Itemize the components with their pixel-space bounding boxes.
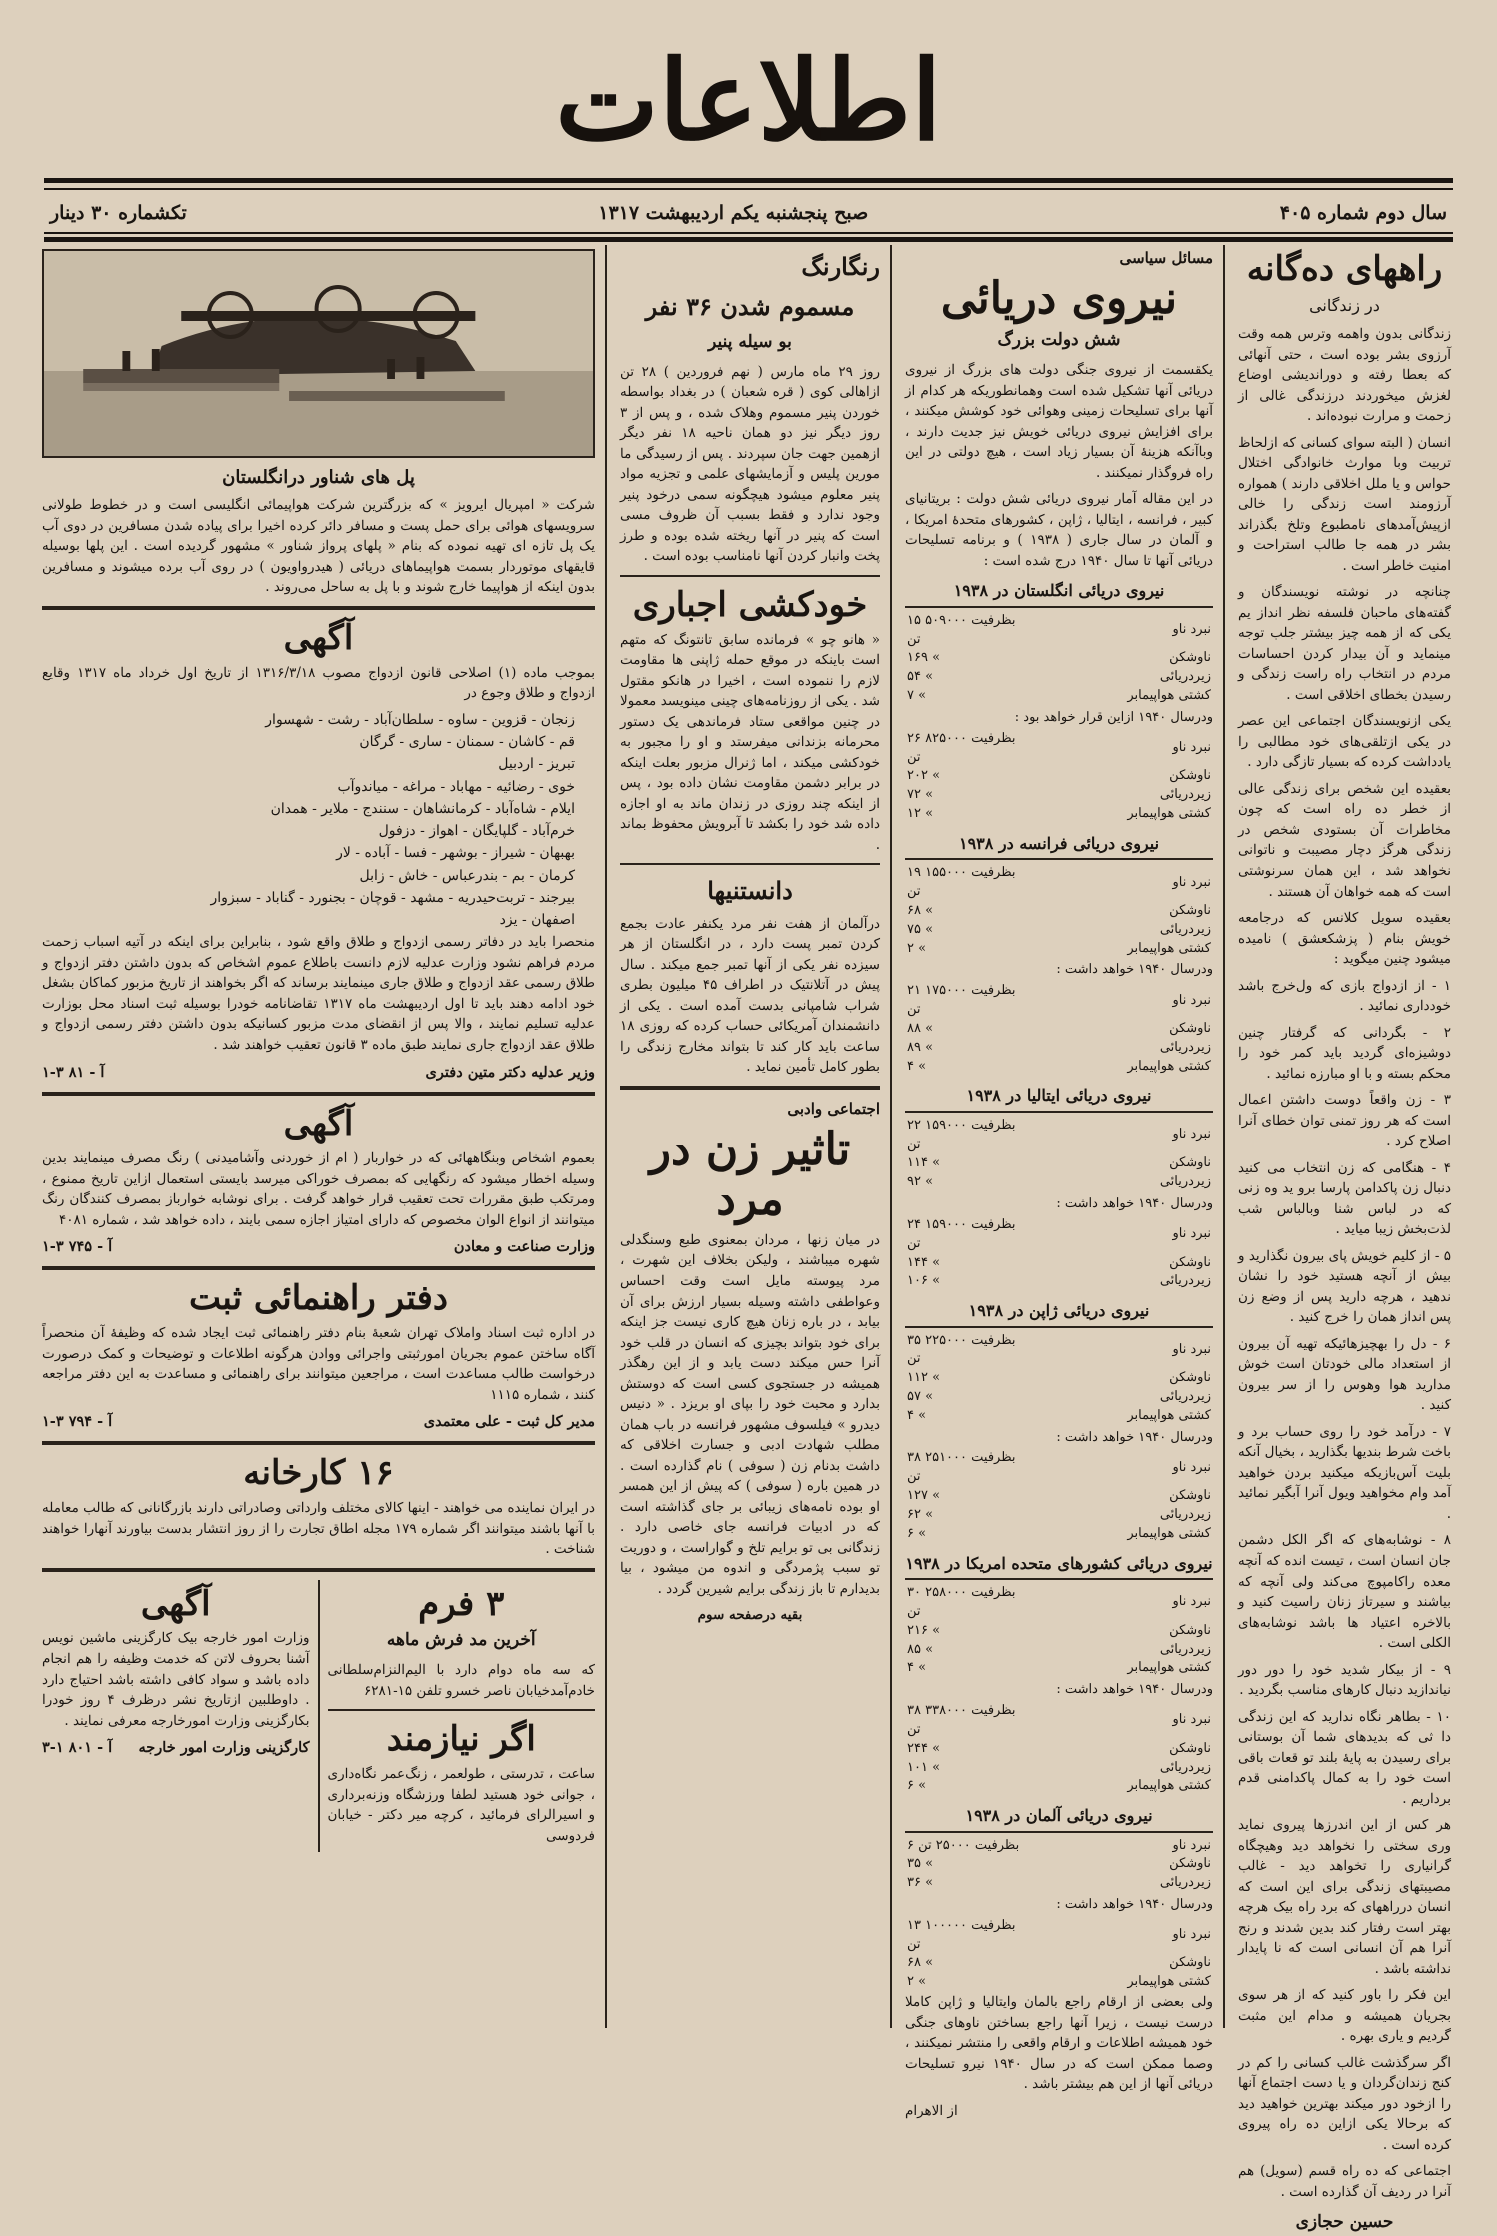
city-list-line: قم - کاشان - سمنان - ساری - گرگان: [359, 734, 575, 751]
paragraph: در این مقاله آمار نیروی دریائی شش دولت : بریتانیای کبیر ، فرانسه ، ایتالیا ، ژاپن ، کشورهای متحدهٔ امریکا ، و آلمان در سال جاری ( ۱۹۳۸ ) و برنامه تسلیحات دریائی آنها تا سال ۱۹۴۰ درج شده است :: [905, 491, 1213, 569]
table-row: [905, 1154, 1213, 1173]
ship-count: ۲۴۴ «: [907, 1740, 941, 1756]
ship-count: ۱۰۶ «: [907, 1273, 941, 1289]
issue-number: سال دوم شماره ۴۰۵: [1279, 202, 1447, 224]
column-divider: [1223, 245, 1225, 2028]
ship-count: ۲۱۶ «: [907, 1622, 941, 1638]
ship-type: کشتی هواپیمابر: [1127, 1525, 1211, 1541]
masthead: [0, 30, 1497, 170]
table-row: [905, 1506, 1213, 1525]
paragraph: بعموم اشخاص وبنگاههائی که در خواربار ( ام از خوردنی وآشامیدنی ) رنگ مصرف مینمایند بدین وسیله اخطار میشود که رنگهایی که بمصرف خوراکی میرسد بایستی استعمال ازاین تاریخ ممنوع ، ومرتکب طبق مقررات تحت تعقیب قرار خواهد گرفت . برای نوشابه خوارباز بمصرف کنندگان رنگ میتوانند از انواع الوان مخصوص که دارای امتیاز اجازه سمی بایند ، داده خواهد شد ، شماره ۴۰۸۱: [42, 1150, 595, 1228]
ship-type: نبرد ناو: [1172, 992, 1211, 1008]
table-row: [905, 1039, 1213, 1058]
ship-count: ۷۵ «: [907, 921, 934, 937]
table-row: [905, 687, 1213, 706]
paragraph: ۸ - نوشابه‌های که اگر الکل دشمن جان انسان است ، تیست انده که آنچه معده راکامپوچ می‌کند ولی آنچه که بیاشند و سیرتاز زنان راسیت کنید و بالاخره اعتیاد ها باشد نوشابه‌های الکلی است .: [1238, 1532, 1451, 1652]
table-row: [905, 1641, 1213, 1660]
navy-stats-table: [905, 1332, 1213, 1426]
table-row: [905, 1622, 1213, 1641]
ad-block-right: [328, 1580, 596, 1853]
ship-count: ۱۱۲ «: [907, 1370, 941, 1386]
ship-count: ۱۶۹ «: [907, 650, 941, 666]
column-divider: [605, 245, 607, 2028]
ship-count: ۳۸ بظرفیت ۳۳۸۰۰۰ تن: [907, 1702, 1016, 1737]
ad-title: اگر نیازمند: [386, 1719, 536, 1760]
ship-count: ۴ «: [907, 1660, 927, 1676]
table-row: [905, 1487, 1213, 1506]
ship-count: ۵۴ «: [907, 669, 934, 685]
ship-count: ۲۰۲ «: [907, 768, 941, 784]
ad-title: آگهی: [283, 617, 354, 658]
ship-type: زیردریائی: [1159, 1174, 1211, 1190]
article-title: نیروی دریائی: [940, 272, 1178, 324]
story-divider: [42, 1092, 595, 1096]
article-body: [1238, 324, 1451, 2202]
story-divider: [42, 1441, 595, 1445]
ship-count: ۷۲ «: [907, 787, 934, 803]
table-row: [905, 1058, 1213, 1077]
ship-count: ۸۹ «: [907, 1039, 934, 1055]
ad-title: آگهی: [140, 1583, 211, 1624]
article-title: خودکشی اجباری: [632, 584, 868, 625]
ad-signature: کارگزینی وزارت امور خارجه: [138, 1739, 310, 1757]
table-row: [905, 1117, 1213, 1155]
forecast-note: ودرسال ۱۹۴۰ خواهد داشت :: [1056, 1429, 1213, 1445]
photo-floating-bridges: [42, 249, 595, 458]
ship-count: ۱۲۷ «: [907, 1488, 941, 1504]
ship-type: نبرد ناو: [1172, 1594, 1211, 1610]
table-row: [905, 1954, 1213, 1973]
table-row: [905, 1740, 1213, 1759]
ship-count: ۴ «: [907, 1407, 927, 1423]
ship-count: ۳۵ بظرفیت ۲۲۵۰۰۰ تن: [907, 1332, 1016, 1367]
table-row: [905, 649, 1213, 668]
ship-type: ناوشکن: [1169, 1955, 1211, 1971]
forecast-note: ودرسال ۱۹۴۰ خواهد داشت :: [1056, 962, 1213, 978]
table-row: [905, 1855, 1213, 1874]
table-row: [905, 1020, 1213, 1039]
table-row: [905, 1759, 1213, 1778]
navy-stats-table: [905, 1449, 1213, 1543]
table-row: [905, 1216, 1213, 1254]
section-kicker: رنگارنگ: [801, 252, 880, 281]
ship-type: نبرد ناو: [1172, 1459, 1211, 1475]
table-row: [905, 1525, 1213, 1544]
ad-signature: مدیر کل ثبت - علی معتمدی: [423, 1413, 595, 1431]
paragraph: چنانچه در نوشته نویسندگان و گفته‌های ماحبان فلسفه نظر انداز یم یکی که از همه چیز بیشتر جلب توجه مینماید و آن بیدار کردن احساسات مردم در انتخاب راه راست زندگی و رسیدن بخطای اخلاقی است .: [1238, 584, 1451, 703]
issue-date: صبح پنجشنبه یکم اردیبهشت ۱۳۱۷: [598, 202, 869, 224]
ship-count: ۲۴ بظرفیت ۱۵۹۰۰۰ تن: [907, 1216, 1016, 1251]
forecast-note: ودرسال ۱۹۴۰ خواهد داشت :: [1056, 1682, 1213, 1698]
masthead-rule-top: [44, 178, 1453, 183]
ad-subtitle: آخرین مد فرش ماهه: [386, 1630, 536, 1651]
ship-type: ناوشکن: [1169, 1370, 1211, 1386]
ship-type: زیردریائی: [1159, 1389, 1211, 1405]
paragraph: درآلمان از هفت نفر مرد یکنفر عادت بجمع کردن تمبر پست دارد ، در انگلستان از هر سیزده نفر یکی از آنها تمبر جمع میکند . سال پیش در آتلانتیک در اطراف ۴۵ میلیون بطری شراب شامپانی بدست آمده است . یکی از دانشمندان آمریکائی حساب کرده که روزی ۱۸ ساعت باید کار کند تا بتواند مخارج زندگی را بطور کامل تأمین نماید .: [620, 915, 880, 1076]
ship-type: زیردریائی: [1159, 787, 1211, 803]
table-row: [905, 767, 1213, 786]
article-title: دانستنیها: [707, 876, 793, 906]
ship-count: ۴ «: [907, 1058, 927, 1074]
article-subtitle: بو سیله پنیر: [708, 331, 792, 352]
ship-count: ۶ «: [907, 1778, 927, 1794]
navy-section-title: نیروی دریائی ژاپن در ۱۹۳۸: [905, 1299, 1213, 1327]
navy-stats-table: [905, 612, 1213, 706]
dateline-rule-thick: [44, 237, 1453, 242]
masthead-rule-top-thin: [44, 188, 1453, 190]
navy-stats-table: [905, 864, 1213, 958]
ship-count: ۶۲ «: [907, 1507, 934, 1522]
ad-code: آ - ۸۱ ۳-۱: [42, 1063, 105, 1081]
city-list-line: ایلام - شاه‌آباد - کرمانشاهان - سنندج - ملایر - همدان: [270, 800, 575, 817]
story-divider: [42, 606, 595, 610]
story-divider: [328, 1709, 596, 1711]
ship-type: کشتی هواپیمابر: [1127, 1974, 1211, 1990]
table-row: [905, 1332, 1213, 1370]
paragraph: بعقیده این شخص برای زندگی عالی از خطر ده راه است که چون مخاطرات آن بستودی شخص در زندگی هرگز دچار مصیبت و ناتوانی نخواهد شد ، این همان سرنوشتی است که همه خواهان آن هستند .: [1238, 780, 1451, 900]
story-divider: [620, 1086, 880, 1090]
ship-count: ۸۵ «: [907, 1641, 934, 1657]
ad-title: دفتر راهنمائی ثبت: [188, 1278, 449, 1319]
ad-footer: [42, 1236, 595, 1258]
paragraph: ۶ - دل را بهچیزهائیکه تهیه آن بیرون از استعداد مالی خودتان است خوش مدارید هوا وهوس را از سر بیرون کنید .: [1238, 1335, 1451, 1414]
ship-count: ۶ «: [907, 1525, 927, 1541]
table-row: [905, 1702, 1213, 1740]
paragraph: در میان زنها ، مردان بمعنوی طبع وسنگدلی شهره میباشند ، ولیکن بخلاف این شهرت ، مرد پیوسته مایل است وقت احساس وعواطفی داشته وسیله بسیار ارزش برای آن بیابد ، در باره زنان هیچ کاری نیست جز اینکه برای خود بتواند بچیزی که انسان در قلب خود آنرا حس میکند دست یابد و از این رهگذر همیشه در جستجوی کسی است که دوستش بدارد و محبت خود را بپای او بریزد . « دنیس دیدرو » فیلسوف مشهور فرانسه در باب همان مطلب شهادت ادبی و جسارت اخلاقی که داشت بدنام زن ( سوفی ) نام گذارده است . در همین باره ( سوفی ) که پیش از این همسر او بوده نامه‌های زیبائی بر جای گذاشته است که در ادبیات فرانسه جای خاصی دارد . زندگانی بی تو برایم تلخ و گواراست ، و دوریت تو سبب پژمردگی و اندوه من میشود ، بیا بدیدارم تا باز زندگی برایم شیرین گردد .: [620, 1231, 880, 1597]
dateline-rule: [44, 232, 1453, 234]
dateline: [50, 198, 1447, 228]
paragraph: اجتماعی که ده راه قسم (سویل) هم آنرا در ردیف آن گذارده است .: [1238, 2163, 1451, 2200]
ship-count: ۶۸ «: [907, 1955, 934, 1971]
paragraph: ولی بعضی از ارقام راجع بالمان‌ وایتالیا و ژاپن کاملا درست نیست ، زیرا آنها راجع بساختن ناوهای جنگی خود همیشه اطلاعات و ارقام واقعی را منتشر نمیکنند ، وصما ممکن است که در سال ۱۹۴۰ نیرو تسلیحات دریائی آنها از این هم بیشتر باشد .: [905, 1994, 1213, 2093]
ad-footer: [42, 1737, 310, 1759]
ship-type: کشتی هواپیمابر: [1127, 1778, 1211, 1794]
section-kicker: اجتماعی وادبی: [787, 1099, 880, 1118]
paragraph: ۹ - از بیکار شدید خود را دور دور نیاندازید دنبال کارهای مناسب بگردید .: [1238, 1661, 1451, 1699]
paragraph: ۲ - بگردانی که گرفتار چنین دوشیزه‌ای گردید باید کمر خود را محکم بسته و با او مبارزه نمائید .: [1238, 1024, 1451, 1082]
ship-count: ۵۷ «: [907, 1389, 934, 1405]
paragraph: ساعت ، تدرستی ، طولعمر ، زنگ‌عمر نگاه‌داری ، جوانی خود هستید لطفا ورزشگاه وزنه‌برداری و اسیرالرای فرمائید ، کرچه میر دکتر - خیابان فردوسی: [327, 1766, 595, 1844]
ship-type: ناوشکن: [1169, 650, 1211, 666]
paragraph: یکقسمت از نیروی جنگی دولت های بزرگ از نیروی دریائی آنها تشکیل شده است وهمانطوریکه هر کدام از آنها برای تسلیحات زمینی وهوائی خود کوشش میکنند ، برای افزایش نیروی دریائی خویش نیز جدیت دارند ، وباآنکه هزینهٔ آن بسیار زیاد است ، هیچ دولتی در این راه فروگذار نمیکنند .: [905, 362, 1213, 481]
table-row: [905, 1388, 1213, 1407]
paragraph: ۷ - درآمد خود را روی حساب برد و باخت شرط بندیها بگذارید ، بخیال آنکه بلیت آس‌بازیکه میکنید بردن خواهید آمد وام مخواهید ویول آنرا آبگیر نمائید .: [1238, 1423, 1451, 1522]
ad-divider: [318, 1580, 320, 1853]
column-ten-ways: [1232, 245, 1457, 2233]
paragraph: وزارت امور خارجه بیک کارگزینی ماشین نویس آشنا بحروف لاتن که خدمت وظیفه را هم انجام داده باشد و سواد کافی داشته باشد احتیاج دارد . داوطلبین ازتاریخ نشر درظرف ۴ روز خودرا بکارگزینی وزارت امورخارجه معرفی نمایند .: [42, 1630, 310, 1729]
ad-signature: وزارت صناعت و معادن: [453, 1238, 595, 1256]
navy-section-title: نیروی دریائی کشورهای متحده امریکا در ۱۹۳۸: [905, 1552, 1213, 1580]
ship-type: کشتی هواپیمابر: [1127, 688, 1211, 704]
forecast-note: ودرسال ۱۹۴۰ خواهد داشت :: [1056, 1897, 1213, 1913]
ship-type: ناوشکن: [1169, 1740, 1211, 1756]
table-row: [905, 921, 1213, 940]
paragraph: که سه ماه دوام دارد با الیم‌النزام‌سلطانی خادم‌آمدخیابان‌ ناصر خسرو تلفن ۱۵-۶۲۸۱: [327, 1662, 595, 1699]
ship-count: ۳۸ بظرفیت ۲۵۱۰۰۰ تن: [907, 1450, 1016, 1485]
ad-code: آ - ۸۰۱ ۱-۳: [42, 1739, 113, 1757]
navy-section-title: نیروی دریائی ایتالیا در ۱۹۳۸: [905, 1084, 1213, 1112]
city-list-line: بیرجند - تربت‌حیدریه - مشهد - قوچان - بجنورد - گناباد - سبزوار: [210, 889, 575, 906]
ship-count: ۹۲ «: [907, 1174, 934, 1190]
navy-stats-table: [905, 1584, 1213, 1678]
table-row: [905, 668, 1213, 687]
table-row: [905, 1584, 1213, 1622]
article-byline: حسین حجازی: [1295, 2212, 1394, 2233]
navy-stats-table: [905, 1117, 1213, 1192]
ship-type: زیردریائی: [1159, 1273, 1211, 1289]
ship-count: ۳۰ بظرفیت ۲۵۸۰۰۰ تن: [907, 1585, 1016, 1619]
navy-stats-table: [905, 1216, 1213, 1291]
ship-count: ۶۸ «: [907, 902, 934, 918]
forecast-note: ودرسال ۱۹۴۰ خواهد داشت :: [1056, 1196, 1213, 1212]
bottom-ads: [42, 1580, 595, 1853]
column-photo-ads: [36, 245, 601, 2028]
ship-type: کشتی هواپیمابر: [1127, 806, 1211, 822]
paragraph: این فکر را باور کنید که از هر سوی بجریان همیشه و مدام این مثبت گردیم و یاری بهره .: [1238, 1987, 1451, 2045]
column-naval-power: [899, 245, 1219, 2119]
ship-count: ۲۶ بظرفیت ۸۲۵۰۰۰ تن: [907, 730, 1016, 765]
ship-count: ۶ بظرفیت ۲۵۰۰۰ تن: [907, 1837, 1020, 1853]
column-miscellany: [614, 245, 886, 2028]
article-source: از الاهرام: [905, 2102, 958, 2119]
paragraph: ۱۰ - بطاهر نگاه ندارید که این زندگی دا ثی که بدیدهای شما آن بوستانی برای رسیدن به پایهٔ بلند تو قعات باقی است خود را به کمال پاکدامنی قدم برداریم .: [1238, 1708, 1451, 1807]
article-subtitle: در زندگانی: [1309, 295, 1380, 315]
ship-type: کشتی هواپیمابر: [1127, 940, 1211, 956]
navy-stats-table: [905, 982, 1213, 1076]
paragraph: اگر سرگذشت غالب کسانی را کم در کنج زندان‌گردان و یا دست اجتماع آنها را ازخود دور میکند بهترین خواهید دید که برحالا یکی ازاین ده راه پیروی کرده است .: [1238, 2054, 1451, 2153]
ship-type: نبرد ناو: [1172, 1127, 1211, 1143]
paragraph: ۳ - زن واقعاً دوست داشتن اعمال است که هر روز تمنی توان خطای آنرا اصلاح کرد .: [1238, 1092, 1451, 1150]
paragraph: ۱ - از ازدواج بازی که ول‌خرج باشد خودداری نمائید .: [1238, 977, 1451, 1015]
ship-type: ناوشکن: [1169, 1020, 1211, 1036]
column-divider: [890, 245, 892, 2028]
ship-type: زیردریائی: [1159, 1641, 1211, 1657]
ship-type: نبرد ناو: [1172, 1226, 1211, 1242]
table-row: [905, 805, 1213, 824]
ship-count: ۲ «: [907, 940, 927, 956]
ship-type: زیردریائی: [1159, 1759, 1211, 1775]
ship-count: ۱۴۴ «: [907, 1254, 941, 1270]
article-kicker: مسائل سیاسی: [1119, 249, 1213, 267]
ad-title: آگهی: [283, 1103, 354, 1144]
paragraph: ۵ - از کلیم خویش پای بیرون نگذارید و بیش از آنچه هستید خود را نشان ندهید ، هرچه دارید پس از وضع زن پس انداز همان را خرج کنید .: [1238, 1247, 1451, 1326]
paragraph: زندگانی بدون واهمه وترس همه وقت آرزوی بشر بوده است ، حتی آنهائی که بعطا رفته و دوراندیشی اوضاع لغزش میخوردند درزندگی غالی از زحمت و مرارت نبوده‌اند .: [1238, 326, 1451, 425]
navy-stats-table: [905, 730, 1213, 824]
continued-notice: بقیه درصفحه سوم: [697, 1607, 803, 1624]
ship-count: ۲ «: [907, 1974, 927, 1990]
paragraph: شرکت « امپریال ایرویز » که بزرگترین شرکت هواپیمائی انگلیسی است و در خطوط طولانی سرویسهای هوائی برای حمل پست و مسافر دائر کرده اخیرا برای پیاده شدن مسافرین در دوی آب یک پل تازه ای تهیه نموده که بنام « پلهای پرواز شناور » مشهور گردیده است . این پلها بوسیله قایقهای موتوردار بسمت هواپیماهای دریائی ( هیدرواویون ) در روی آب برده میشوند و مسافرین بدون اینکه از هواپیما خارج شوند و با پل به ساحل می‌روند .: [42, 497, 595, 596]
table-row: [905, 786, 1213, 805]
ship-type: نبرد ناو: [1172, 1341, 1211, 1357]
ship-type: نبرد ناو: [1172, 622, 1211, 638]
paragraph: روز ۲۹ ماه مارس ( نهم فروردین ) ۲۸ تن ازاهالی کوی ( قره شعبان ) در بغداد بواسطه خوردن پنیر مسموم وهلاک شده ، و پس از ۳ روز دیگر نیز دو همان ناحیه ۱۸ نفر دیگر ازهمین جهت جان سپردند . پس از رسیدگی ما مورین پلیس و آزمایشهای علمی و تجزیه مواد پنیر معلوم میشود هیچگونه سمی درخود پنیر وجود ندارد و فقط بسبب آن ظروف مسی است که پنیر در آنها ریخته شده بوده و طرز پخت وانبار کردن آنها نامناسب بوده است .: [620, 363, 880, 565]
ship-type: زیردریائی: [1159, 669, 1211, 685]
navy-sections: [905, 579, 1213, 1992]
article-title: راههای ده‌گانه: [1246, 249, 1443, 289]
table-row: [905, 1173, 1213, 1192]
ship-type: نبرد ناو: [1172, 874, 1211, 890]
photo-caption: پل های شناور درانگلستان: [222, 467, 415, 488]
table-row: [905, 1407, 1213, 1426]
ship-type: زیردریائی: [1159, 1039, 1211, 1055]
navy-stats-table: [905, 1702, 1213, 1796]
ad-title: ۳ فرم: [418, 1583, 505, 1624]
ship-count: ۸۸ «: [907, 1020, 934, 1036]
ship-count: ۱۰۱ «: [907, 1759, 941, 1775]
ship-type: نبرد ناو: [1172, 740, 1211, 756]
ship-count: ۳۵ «: [907, 1856, 934, 1872]
table-row: [905, 902, 1213, 921]
paragraph: انسان ( البته سوای کسانی که ازلحاظ تربیت وبا موارث خانوادگی اختلال حواس و یا ملل اخلاقی دارند ) همواره آرزومند است زندگی را خالی ازپیش‌آمدهای نامطبوع وتلخ بگذراند بشر در همه جا طالب استراحت و امنیت خاطر است .: [1238, 434, 1451, 574]
table-row: [905, 982, 1213, 1020]
ship-count: ۲۲ بظرفیت ۱۵۹۰۰۰ تن: [907, 1117, 1016, 1152]
ad-footer: [42, 1062, 595, 1084]
article-title: تاثیر زن در مرد: [649, 1123, 851, 1226]
paragraph: بعقیده سویل کلانس که درجامعه خویش بنام ( پزشکعشق ) نامیده میشود چنین میگوید :: [1238, 910, 1451, 968]
city-list-line: خوی - رضائیه - مهاباد - مراغه - میاندوآب: [337, 778, 575, 795]
story-divider: [620, 863, 880, 865]
table-row: [905, 864, 1213, 902]
ad-signature: وزیر عدلیه دکتر متین دفتری: [425, 1063, 595, 1081]
ship-type: ناوشکن: [1169, 1856, 1211, 1872]
ship-count: ۱۳ بظرفیت ۱۰۰۰۰۰ تن: [907, 1917, 1016, 1952]
ad-code: آ - ۷۹۴ ۳-۱: [42, 1413, 113, 1431]
ship-type: نبرد ناو: [1172, 1712, 1211, 1728]
seaplane-photo-illustration: [44, 251, 593, 456]
table-row: [905, 940, 1213, 959]
story-divider: [42, 1568, 595, 1572]
ship-type: ناوشکن: [1169, 1488, 1211, 1504]
ship-count: ۳۶ «: [907, 1875, 934, 1891]
paragraph: یکی ازنویسندگان اجتماعی این عصر در یکی ازتلقی‌های خود مطالبی را یادداشت کرده که بسیار تازگی دارد .: [1238, 713, 1451, 771]
table-row: [905, 1369, 1213, 1388]
ship-count: ۱۱۴ «: [907, 1155, 941, 1171]
issue-price: تکشماره ۳۰ دینار: [50, 202, 187, 224]
table-row: [905, 1659, 1213, 1678]
ship-count: ۱۵ بظرفیت ۵۰۹۰۰۰ تن: [907, 612, 1016, 647]
paragraph: ۴ - هنگامی که زن انتخاب می کنید دنبال زن پاکدامن پارسا برو ید وه زنی که در لباس شنا وبالباس شب لذت‌بخش زیبا میاید .: [1238, 1159, 1451, 1238]
table-row: [905, 1272, 1213, 1291]
ship-type: کشتی هواپیمابر: [1127, 1058, 1211, 1074]
navy-section-title: نیروی دریائی انگلستان در ۱۹۳۸: [905, 579, 1213, 607]
table-row: [905, 1917, 1213, 1955]
table-row: [905, 1254, 1213, 1273]
article-subtitle: شش دولت بزرگ: [997, 330, 1121, 351]
ship-type: نبرد ناو: [1172, 1927, 1211, 1943]
ship-type: ناوشکن: [1169, 902, 1211, 918]
ship-type: نبرد ناو: [1172, 1837, 1211, 1853]
ad-code: آ - ۷۴۵ ۳-۱: [42, 1238, 113, 1256]
table-row: [905, 1837, 1213, 1856]
paragraph: هر کس از این اندرزها پیروی نماید وری سختی را نخواهد دید وهیچگاه گرانیاری را تخواهد دید - غالب مصیبتهای زندگی برای این است که انسان درراههای که برد راه بیک هرچه بهتر است رفتار کند بدین شدند و رنج آنرا هم آن انسانی است که نا پایدار نداشته باشد .: [1238, 1817, 1451, 1977]
ship-type: کشتی هواپیمابر: [1127, 1407, 1211, 1423]
paragraph: بموجب ماده (۱) اصلاحی قانون ازدواج مصوب ۱۳۱۶/۳/۱۸ از تاریخ اول خرداد ماه ۱۳۱۷ وقایع ازدواج و طلاق وجوع در: [42, 664, 596, 702]
navy-section-title: نیروی دریائی آلمان در ۱۹۳۸: [905, 1804, 1213, 1832]
ship-type: ناوشکن: [1169, 1622, 1211, 1638]
table-row: [905, 1449, 1213, 1487]
ship-count: ۱۲ «: [907, 806, 934, 822]
table-row: [905, 1777, 1213, 1796]
city-list-line: بهبهان - شیراز - بوشهر - فسا - آباده - لار: [336, 845, 575, 862]
navy-section-title: نیروی دریائی فرانسه در ۱۹۳۸: [905, 832, 1213, 860]
ship-type: زیردریائی: [1159, 1507, 1211, 1522]
masthead-title: اطلاعات: [555, 35, 942, 165]
table-row: [905, 1874, 1213, 1893]
ad-city-list: [42, 710, 595, 932]
ship-type: ناوشکن: [1169, 768, 1211, 784]
paragraph: « هانو چو » فرمانده سابق تانتونگ که متهم است باینکه در موقع حمله ژاپنی ها مقاومت لازم را ننموده است ، اخیرا در هانکو مقتول شد . یکی از روزنامه‌های چینی مینویسد معمولا در چنین مواقعی ستاد فرماندهی یک دستور محرمانه بزندانی میفرستد و او را مجبور به خودکشی میکند ، اما ژنرال مزبور بعلت اینکه در برابر دشمن مقاومت نشان داده بود ، پس از اینکه چند روزی در زندان ماند به او اجازه داده شد خود را بکشد تا آبرویش محفوظ بماند .: [620, 631, 880, 853]
navy-stats-table: [905, 1917, 1213, 1992]
city-list-line: زنجان - قزوین - ساوه - سلطان‌آباد - رشت - شهسوار: [265, 711, 575, 728]
ship-type: کشتی هواپیمابر: [1127, 1660, 1211, 1676]
paragraph: منحصرا باید در دفاتر رسمی ازدواج و طلاق واقع شود ، بنابراین برای اینکه در آتیه اسباب زحمت مردم فراهم نشود وزارت عدلیه لازم دانست باطلاع عموم اشخاص که بدون داشتن دفتر ازدواج و طلاق رسمی عقد ازدواج و طلاق جاری مینمایند برساند که اگر بخواهند از تاریخ مزبور کماکان بشغل خود ادامه دهند باید تا اول اردیبهشت ماه ۱۳۱۷ تقاضانامه خودرا بوسیله ثبت اسناد محل بوزارت عدلیه تسلیم نمایند ، والا پس از انقضای مدت مزبور کسانیکه بدون داشتن دفتر رسمی ازدواج و طلاق عقد ازدواج جاری نمایند طبق ماده ۳ قانون تعقیب خواهند شد .: [42, 934, 596, 1053]
city-list-line: تبریز - اردبیل: [498, 756, 575, 773]
story-divider: [620, 575, 880, 577]
table-row: [905, 1973, 1213, 1992]
ship-type: زیردریائی: [1159, 921, 1211, 937]
story-divider: [42, 1266, 595, 1270]
ad-block-left: [42, 1580, 310, 1853]
ship-type: ناوشکن: [1169, 1254, 1211, 1270]
ad-title: ۱۶ کارخانه: [243, 1453, 394, 1494]
paragraph: در اداره ثبت اسناد واملاک تهران شعبهٔ بنام دفتر راهنمائی ثبت ایجاد شده که وظیفهٔ آن منحصراً آگاه ساختن عموم بجریان امورثبتی واجرائی ووادن هرگونه اطلاعات و توضیحات و کمک درصورت درخواست طالب مساعدت است ، مراجعین میتوانند برای راهنمائی و مساعدت به این دفتر مراجعه کنند ، شماره ۱۱۱۵: [42, 1325, 595, 1403]
paragraph: در ایران نماینده می خواهند - اینها کالای مختلف وارداتی وصادراتی دارند بازرگانانی که طالب معامله با آنها باشند میتوانند اگر شماره ۱۷۹ مجله اطاق تجارت را از روز انتشار بدست بیاورند آنهارا خواهند شناخت .: [42, 1500, 595, 1558]
ad-footer: [42, 1411, 595, 1433]
ship-type: زیردریائی: [1159, 1875, 1211, 1891]
city-list-line: کرمان - بم - بندرعباس - خاش - زابل: [359, 867, 575, 884]
article-title: مسموم شدن ۳۶ نفر: [645, 292, 855, 322]
ship-count: ۲۱ بظرفیت ۱۷۵۰۰۰ تن: [907, 983, 1016, 1017]
city-list-line: خرم‌آباد - گلپایگان - اهواز - دزفول: [378, 823, 575, 840]
table-row: [905, 612, 1213, 650]
ship-type: ناوشکن: [1169, 1155, 1211, 1171]
city-list-line: اصفهان - یزد: [499, 912, 575, 929]
table-row: [905, 730, 1213, 768]
forecast-note: ودرسال ۱۹۴۰ ازاین قرار خواهد بود :: [1014, 709, 1213, 725]
ship-count: ۷ «: [907, 688, 927, 704]
navy-stats-table: [905, 1837, 1213, 1894]
ship-count: ۱۹ بظرفیت ۱۵۵۰۰۰ تن: [907, 865, 1016, 900]
